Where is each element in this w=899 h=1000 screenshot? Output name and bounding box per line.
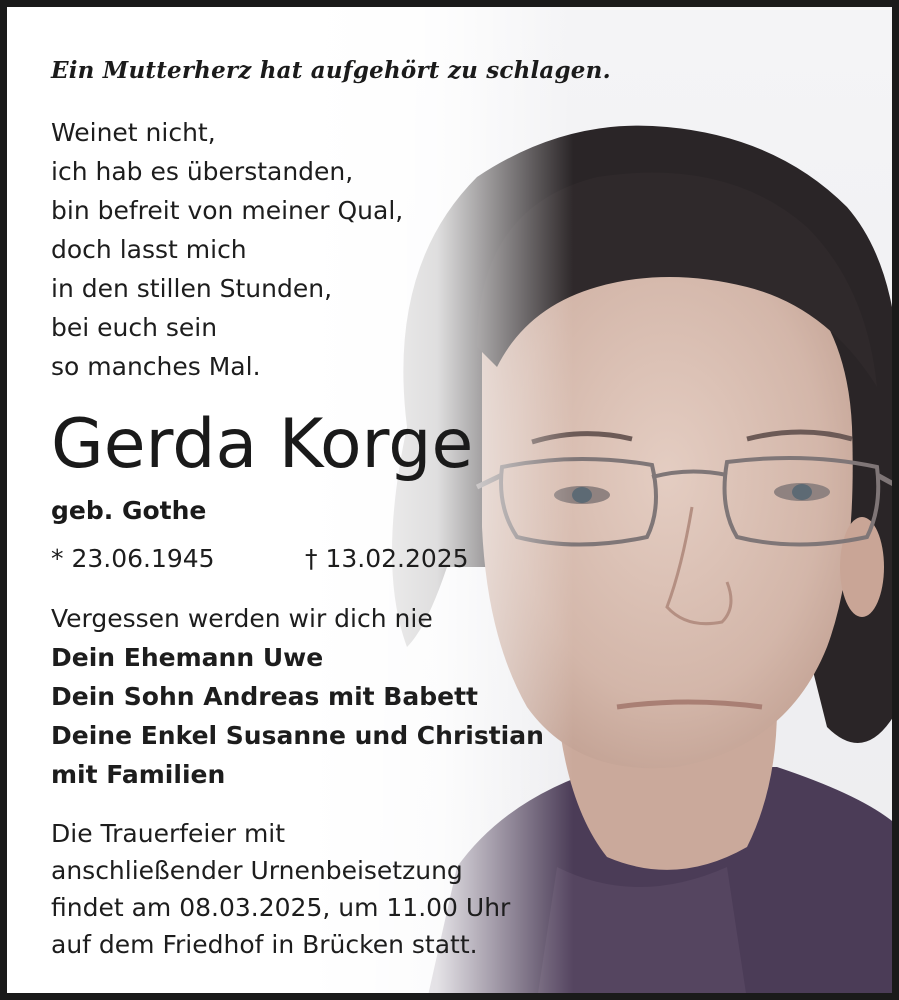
mourner-line: mit Familien bbox=[51, 760, 226, 789]
poem-line: doch lasst mich bbox=[51, 235, 247, 264]
death-date: † 13.02.2025 bbox=[305, 544, 469, 573]
farewell-block bbox=[51, 599, 544, 794]
service-info bbox=[51, 815, 510, 963]
birth-date: * 23.06.1945 bbox=[51, 544, 215, 573]
service-line: anschließender Urnenbeisetzung bbox=[51, 856, 463, 885]
poem-line: ich hab es überstanden, bbox=[51, 157, 354, 186]
headline: Ein Mutterherz hat aufgehört zu schlagen. bbox=[51, 57, 611, 84]
maiden-name: geb. Gothe bbox=[51, 496, 207, 525]
farewell-line: Vergessen werden wir dich nie bbox=[51, 604, 433, 633]
poem-line: in den stillen Stunden, bbox=[51, 274, 333, 303]
poem-line: bin befreit von meiner Qual, bbox=[51, 196, 404, 225]
poem-line: Weinet nicht, bbox=[51, 118, 216, 147]
mourner-line: Deine Enkel Susanne und Christian bbox=[51, 721, 544, 750]
mourner-line: Dein Sohn Andreas mit Babett bbox=[51, 682, 478, 711]
poem-line: so manches Mal. bbox=[51, 352, 261, 381]
poem bbox=[51, 113, 403, 386]
poem-line: bei euch sein bbox=[51, 313, 218, 342]
service-line: Die Trauerfeier mit bbox=[51, 819, 286, 848]
deceased-name: Gerda Korge bbox=[51, 405, 474, 484]
service-line: auf dem Friedhof in Brücken statt. bbox=[51, 930, 478, 959]
mourner-line: Dein Ehemann Uwe bbox=[51, 643, 324, 672]
service-line: findet am 08.03.2025, um 11.00 Uhr bbox=[51, 893, 511, 922]
